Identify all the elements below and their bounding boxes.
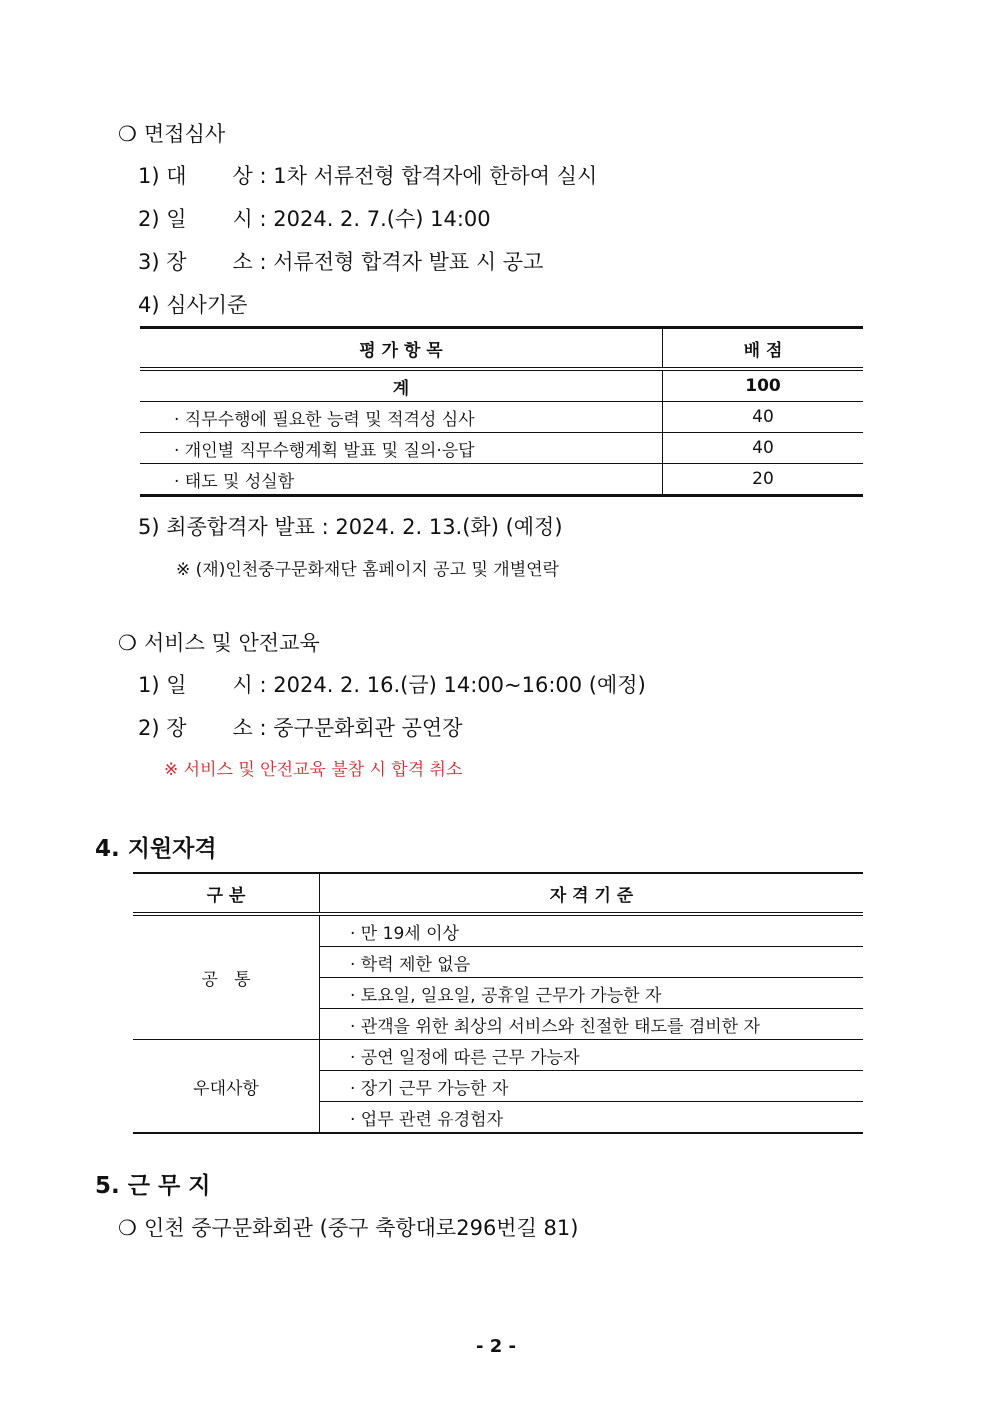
- final-announcement: 5) 최종합격자 발표 : 2024. 2. 13.(화) (예정): [138, 515, 563, 539]
- criteria-item: · 업무 관련 유경험자: [350, 1109, 503, 1130]
- criteria-score: 40: [663, 402, 864, 433]
- education-heading: ❍ 서비스 및 안전교육: [118, 631, 320, 655]
- criteria-item: · 장기 근무 가능한 자: [320, 1071, 864, 1102]
- criteria-heading: 4) 심사기준: [138, 293, 248, 317]
- table-row: [133, 914, 863, 947]
- circle-bullet-icon: ❍: [118, 1216, 137, 1240]
- criteria-score: 20: [752, 469, 774, 489]
- col-header-score: 배 점: [663, 328, 864, 370]
- table-row: [133, 1040, 863, 1071]
- interview-place: 3) 장 소 : 서류전형 합격자 발표 시 공고: [138, 250, 544, 274]
- table-row: [140, 402, 863, 433]
- common-label: 공 통: [133, 914, 320, 1040]
- criteria-table: [140, 326, 863, 497]
- final-note: ※ (재)인천중구문화재단 홈페이지 공고 및 개별연락: [176, 560, 559, 580]
- criteria-item: · 학력 제한 없음: [320, 947, 864, 978]
- work-location: ❍ 인천 중구문화회관 (중구 축항대로296번길 81): [118, 1216, 579, 1240]
- criteria-item: · 태도 및 성실함: [140, 464, 663, 496]
- section5-title: 5. 근 무 지: [95, 1173, 211, 1199]
- section4-title: 4. 지원자격: [95, 836, 217, 862]
- criteria-item: · 직무수행에 필요한 능력 및 적격성 심사: [140, 402, 663, 433]
- interview-target: 1) 대 상 : 1차 서류전형 합격자에 한하여 실시: [138, 164, 598, 188]
- circle-bullet-icon: ❍: [118, 631, 137, 655]
- interview-heading: ❍ 면접심사: [118, 122, 226, 146]
- table-header-row: [133, 873, 863, 914]
- table-row: [140, 464, 863, 496]
- table-row-total: [140, 369, 863, 402]
- criteria-item: · 만 19세 이상: [320, 914, 864, 947]
- criteria-item: · 토요일, 일요일, 공휴일 근무가 가능한 자: [320, 978, 864, 1009]
- education-place: 2) 장 소 : 중구문화회관 공연장: [138, 716, 463, 740]
- preference-label: 우대사항: [133, 1040, 320, 1134]
- page-number: - 2 -: [476, 1336, 516, 1357]
- col-header-item: 평 가 항 목: [140, 328, 663, 370]
- criteria-item: · 개인별 직무수행계획 발표 및 질의·응답: [140, 433, 663, 464]
- total-label: 계: [140, 369, 663, 402]
- interview-date: 2) 일 시 : 2024. 2. 7.(수) 14:00: [138, 207, 491, 231]
- circle-bullet-icon: ❍: [118, 122, 137, 146]
- table-header-row: [140, 328, 863, 370]
- education-date: 1) 일 시 : 2024. 2. 16.(금) 14:00~16:00 (예정): [138, 673, 646, 697]
- table-row: [140, 433, 863, 464]
- col-header-category: 구 분: [133, 873, 320, 914]
- col-header-criteria: 자 격 기 준: [320, 873, 864, 914]
- qualification-table: [133, 872, 863, 1134]
- criteria-item: · 관객을 위한 최상의 서비스와 친절한 태도를 겸비한 자: [320, 1009, 864, 1040]
- total-value: 100: [663, 369, 864, 402]
- education-warning: ※ 서비스 및 안전교육 불참 시 합격 취소: [164, 760, 463, 780]
- criteria-item: · 공연 일정에 따른 근무 가능자: [320, 1040, 864, 1071]
- criteria-score: 40: [663, 433, 864, 464]
